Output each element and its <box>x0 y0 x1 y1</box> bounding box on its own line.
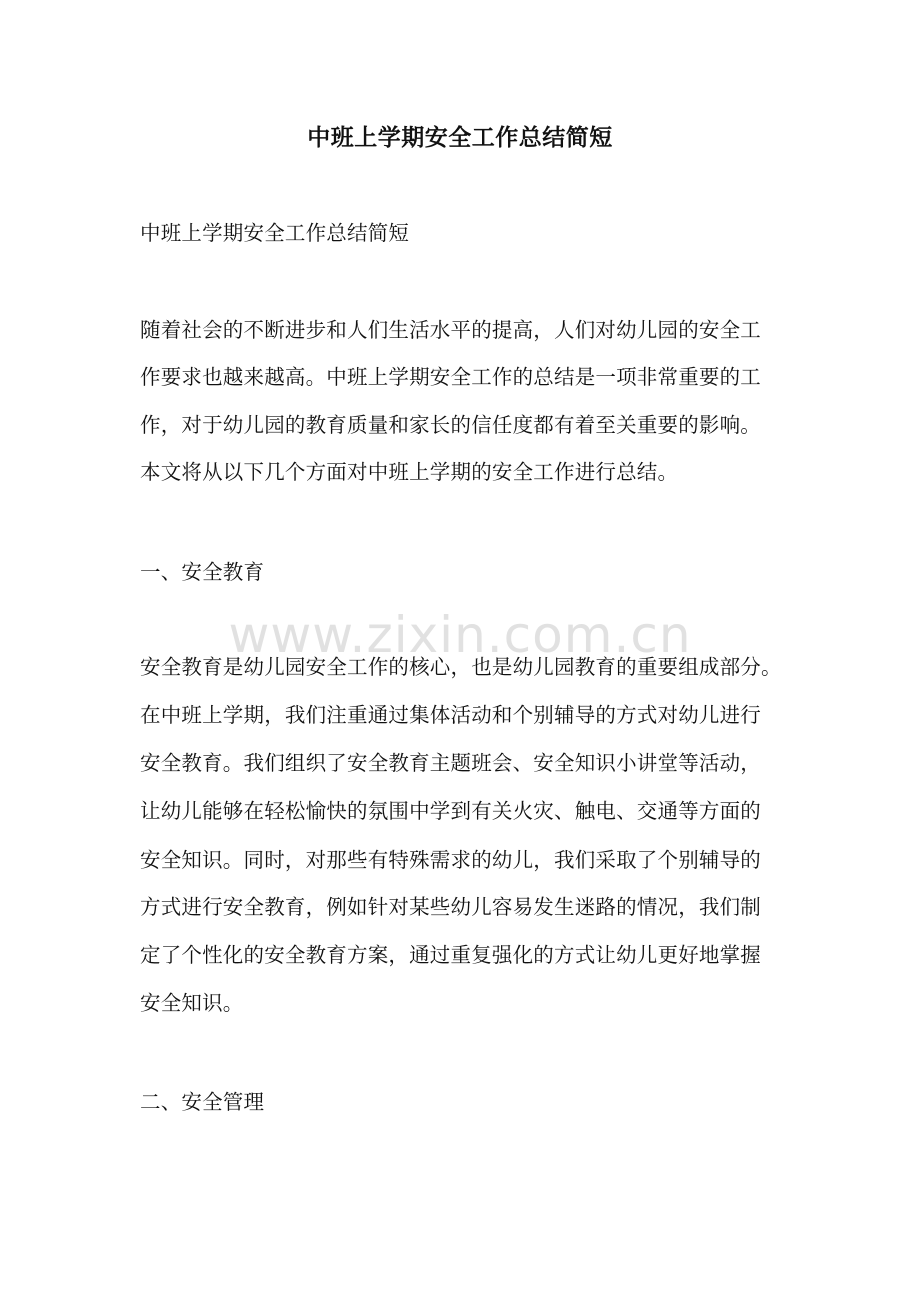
section1-line: 安全教育是幼儿园安全工作的核心，也是幼儿园教育的重要组成部分。 <box>140 655 782 679</box>
intro-line: 随着社会的不断进步和人们生活水平的提高，人们对幼儿园的安全工 <box>140 318 761 342</box>
intro-line: 作要求也越来越高。中班上学期安全工作的总结是一项非常重要的工 <box>140 365 761 389</box>
intro-line: 作，对于幼儿园的教育质量和家长的信任度都有着至关重要的影响。 <box>140 413 761 437</box>
section1-line: 让幼儿能够在轻松愉快的氛围中学到有关火灾、触电、交通等方面的 <box>140 799 761 823</box>
watermark: www.zixin.com.cn <box>228 606 692 664</box>
section1-line: 安全教育。我们组织了安全教育主题班会、安全知识小讲堂等活动， <box>140 751 761 775</box>
section-heading-safety-management: 二、安全管理 <box>140 1090 265 1114</box>
section1-line: 定了个性化的安全教育方案，通过重复强化的方式让幼儿更好地掌握 <box>140 943 761 967</box>
document-title: 中班上学期安全工作总结简短 <box>307 124 613 151</box>
section-heading-safety-education: 一、安全教育 <box>140 560 265 584</box>
section1-line: 方式进行安全教育，例如针对某些幼儿容易发生迷路的情况，我们制 <box>140 895 761 919</box>
intro-line: 本文将从以下几个方面对中班上学期的安全工作进行总结。 <box>140 460 679 484</box>
section1-line: 安全知识。同时，对那些有特殊需求的幼儿，我们采取了个别辅导的 <box>140 848 761 872</box>
section1-line: 在中班上学期，我们注重通过集体活动和个别辅导的方式对幼儿进行 <box>140 703 761 727</box>
document-subtitle: 中班上学期安全工作总结简短 <box>140 221 410 245</box>
section1-line: 安全知识。 <box>140 991 244 1015</box>
